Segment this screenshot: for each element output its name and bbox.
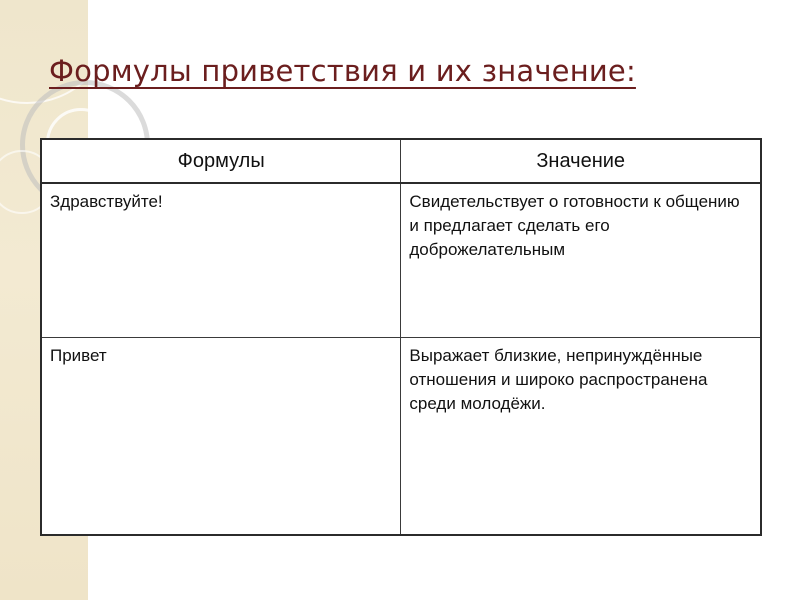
table-row	[41, 337, 761, 535]
table-cell-meaning: Свидетельствует о готовности к общению и предлагает сделать его доброжелательным	[401, 183, 761, 337]
table-row	[41, 183, 761, 337]
column-header-formulas: Формулы	[41, 139, 401, 183]
table-cell-formula: Здравствуйте!	[41, 183, 401, 337]
slide-title: Формулы приветствия и их значение:	[49, 54, 636, 88]
column-header-meaning: Значение	[401, 139, 761, 183]
greeting-formulas-table	[40, 138, 762, 536]
table-cell-formula: Привет	[41, 337, 401, 535]
table-cell-meaning: Выражает близкие, непринуждённые отношения и широко распространена среди молодёжи.	[401, 337, 761, 535]
table-header-row	[41, 139, 761, 183]
